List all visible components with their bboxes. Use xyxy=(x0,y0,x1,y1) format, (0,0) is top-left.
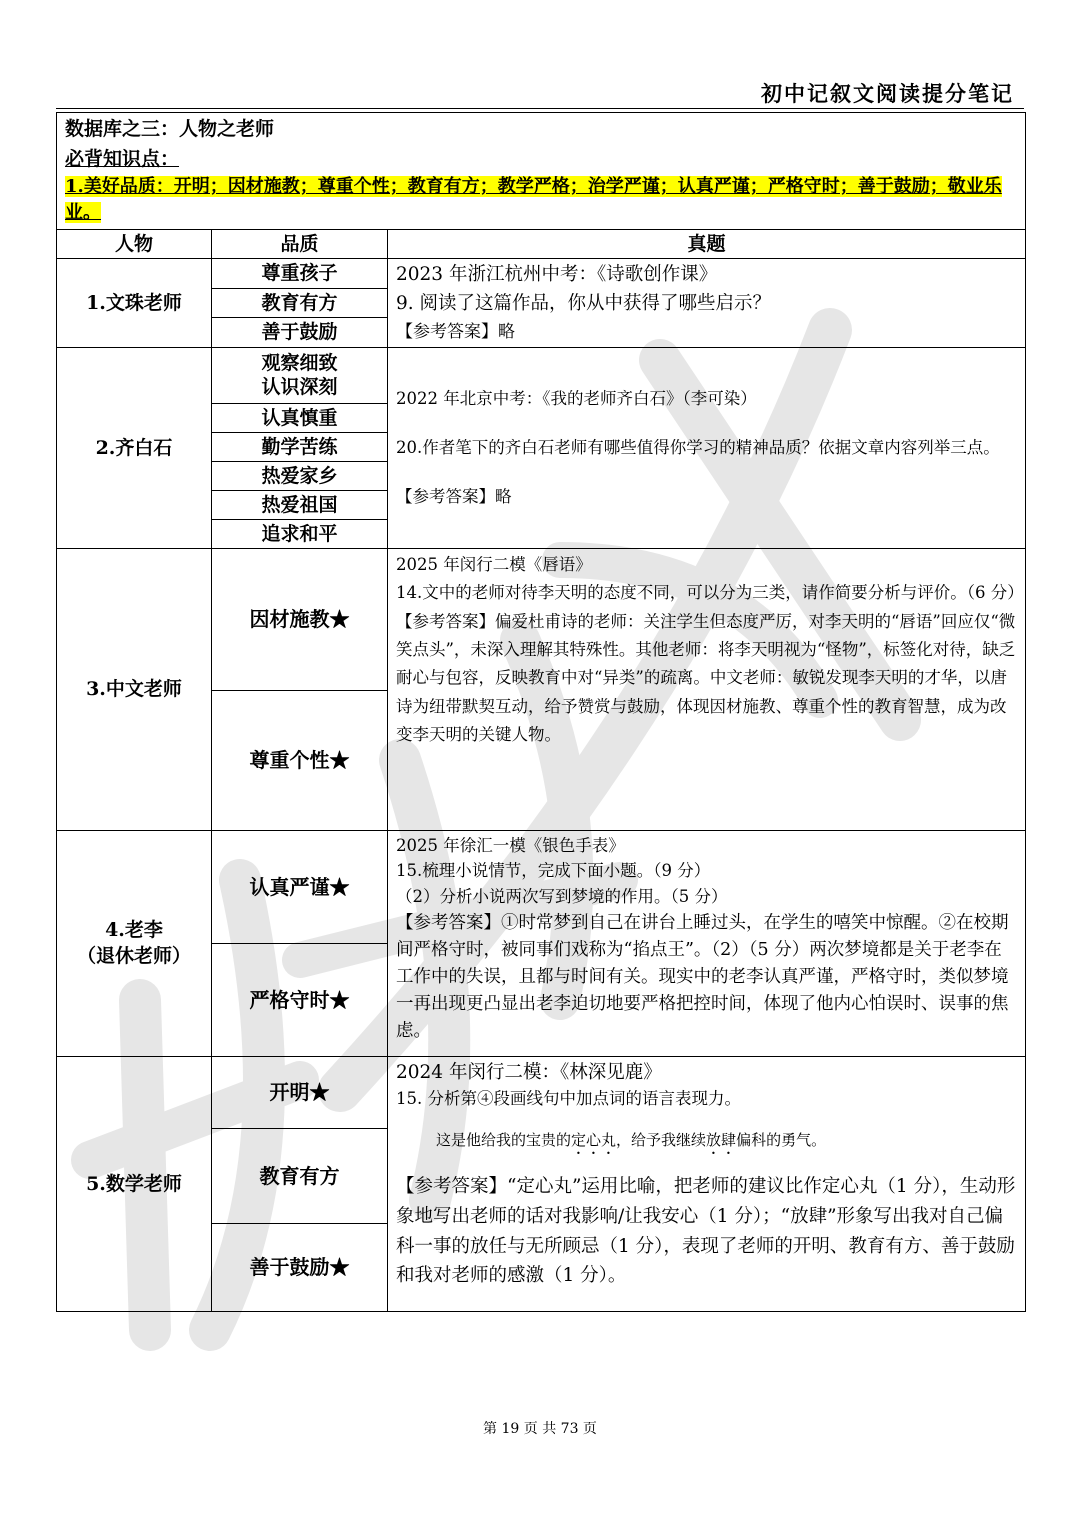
exam-source: 2023 年浙江杭州中考：《诗歌创作课》 xyxy=(396,264,718,286)
exam-question: 15.梳理小说情节，完成下面小题。（9 分） xyxy=(396,861,711,881)
qualities-summary xyxy=(57,173,1026,230)
must-know-label: 必背知识点： xyxy=(65,147,180,170)
exam-subquestion: （2）分析小说两次写到梦境的作用。（5 分） xyxy=(396,887,728,906)
page-footer: 第 19 页 共 73 页 xyxy=(483,1421,597,1437)
exam-cell xyxy=(388,259,1026,348)
exam-cell xyxy=(388,830,1026,1056)
col-header-exam: 真题 xyxy=(388,230,1026,259)
quality-line: 观察细致 xyxy=(261,351,338,374)
underlined-quote: 这是他给我的宝贵的定心丸，给予我继续放肆偏科的勇气。 xyxy=(436,1131,827,1150)
exam-answer: 【参考答案】①时常梦到自己在讲台上睡过头，在学生的嘻笑中惊醒。②在校期间严格守时，被同事们戏称为“掐点王”。（2）（5 分）两次梦境都是关于老李在工作中的失误，且都与时间有关。现实中的老李认真严谨，严格守时，类似梦境一再出现更凸显出老李迫切地要严格把控时间，体现了他内心怕误时、误事的焦虑。 xyxy=(396,912,1009,1042)
teacher-database-table xyxy=(56,112,1026,1312)
exam-question: 14.文中的老师对待李天明的态度不同，可以分为三类，请作简要分析与评价。（6 分） xyxy=(396,583,1024,603)
quality-cell: 善于鼓励 xyxy=(212,318,388,348)
exam-answer: 【参考答案】“定心丸”运用比喻，把老师的建议比作定心丸（1 分），生动形象地写出老师的话对我影响/让我安心（1 分）；“放肆”形象写出我对自己偏科一事的放任与无所顾忌（1 分），表现了老师的开明、教育有方、善于鼓励和我对老师的感激（1 分）。 xyxy=(396,1176,1016,1287)
exam-cell xyxy=(388,548,1026,830)
quality-cell xyxy=(212,347,388,403)
exam-source: 2022 年北京中考：《我的老师齐白石》（李可染） xyxy=(396,389,757,409)
exam-source: 2024 年闵行二模：《林深见鹿》 xyxy=(396,1061,662,1083)
quality-cell: 认真严谨★ xyxy=(212,830,388,943)
exam-cell xyxy=(388,1056,1026,1311)
quality-cell: 热爱家乡 xyxy=(212,461,388,490)
person-name: 4.老李 xyxy=(105,918,163,941)
quality-line: 认识深刻 xyxy=(261,376,338,399)
quality-cell: 教育有方 xyxy=(212,288,388,318)
exam-question: 9. 阅读了这篇作品，你从中获得了哪些启示？ xyxy=(396,292,772,314)
quality-cell: 因材施教★ xyxy=(212,548,388,690)
quality-cell: 尊重个性★ xyxy=(212,690,388,830)
section-title: 数据库之三：人物之老师 xyxy=(57,113,1026,146)
col-header-quality: 品质 xyxy=(212,230,388,259)
header-rule xyxy=(56,108,1024,109)
exam-question: 15. 分析第④段画线句中加点词的语言表现力。 xyxy=(396,1088,741,1108)
person-cell: 1.文珠老师 xyxy=(57,259,212,348)
qualities-highlight: 1.美好品质：开明；因材施教；尊重个性；教育有方；教学严格；治学严谨；认真严谨；严格守时；善于鼓励；敬业乐业。 xyxy=(65,176,1002,224)
emphasized-word: 放肆 xyxy=(706,1131,737,1150)
person-cell xyxy=(57,830,212,1056)
person-cell: 5.数学老师 xyxy=(57,1056,212,1311)
quality-cell: 教育有方 xyxy=(212,1128,388,1223)
quality-cell: 严格守时★ xyxy=(212,943,388,1056)
quality-cell: 追求和平 xyxy=(212,519,388,548)
exam-answer: 【参考答案】偏爱杜甫诗的老师：关注学生但态度严厉，对李天明的“唇语”回应仅“微笑点头”，未深入理解其特殊性。其他老师：将李天明视为“怪物”，标签化对待，缺乏耐心与包容，反映教育中对“异类”的疏离。中文老师：敏锐发现李天明的才华，以唐诗为纽带默契互动，给予赞赏与鼓励，体现因材施教、尊重个性的教育智慧，成为改变李天明的关键人物。 xyxy=(396,611,1016,745)
must-know-heading xyxy=(57,145,1026,173)
quality-cell: 勤学苦练 xyxy=(212,432,388,461)
emphasized-word: 定心丸 xyxy=(571,1131,617,1150)
exam-source: 2025 年徐汇一模《银色手表》 xyxy=(396,835,625,855)
quality-cell: 热爱祖国 xyxy=(212,490,388,519)
page-header-title: 初中记叙文阅读提分笔记 xyxy=(761,81,1014,106)
person-note: （退休老师） xyxy=(76,945,191,968)
exam-source: 2025 年闵行二模《唇语》 xyxy=(396,554,592,574)
quality-cell: 善于鼓励★ xyxy=(212,1223,388,1311)
exam-cell xyxy=(388,347,1026,548)
exam-answer: 【参考答案】略 xyxy=(396,487,512,507)
person-cell: 3.中文老师 xyxy=(57,548,212,830)
person-cell: 2.齐白石 xyxy=(57,347,212,548)
col-header-person: 人物 xyxy=(57,230,212,259)
quality-cell: 认真慎重 xyxy=(212,403,388,432)
exam-question: 20.作者笔下的齐白石老师有哪些值得你学习的精神品质？依据文章内容列举三点。 xyxy=(396,438,1000,458)
quality-cell: 尊重孩子 xyxy=(212,259,388,289)
quality-cell: 开明★ xyxy=(212,1056,388,1128)
exam-answer: 【参考答案】略 xyxy=(396,321,515,342)
